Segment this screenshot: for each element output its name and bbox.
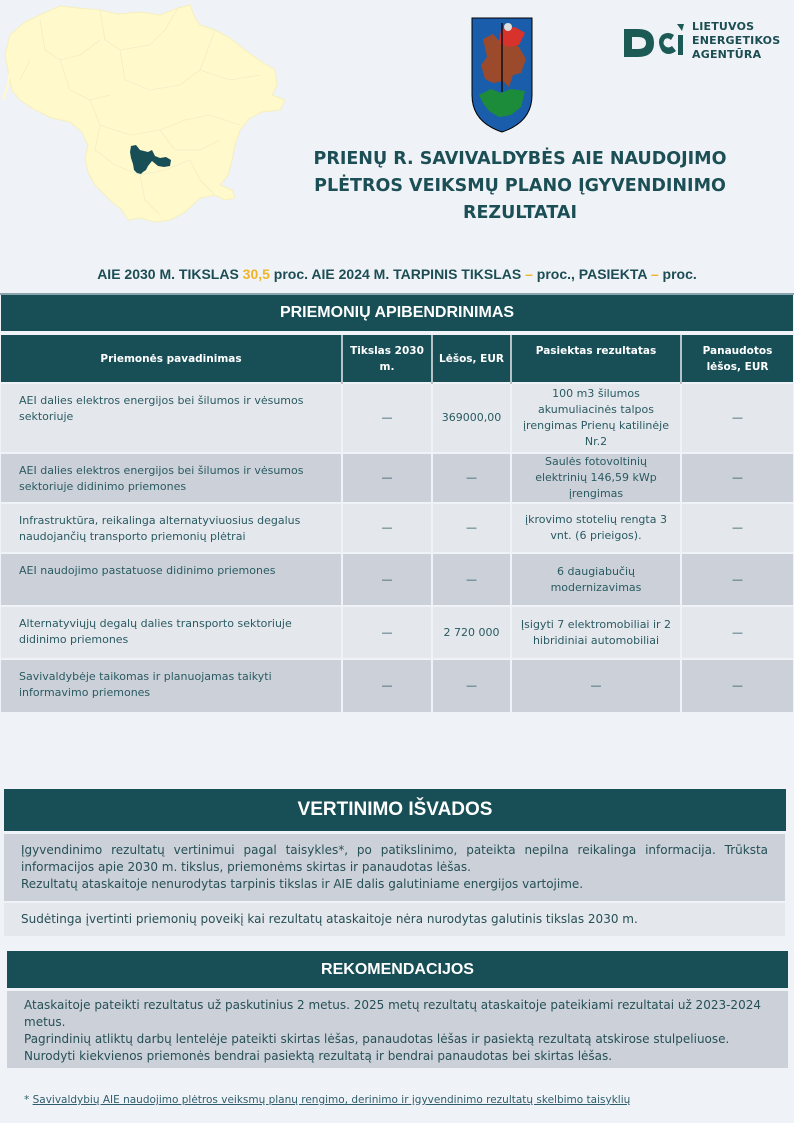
lithuania-map — [0, 0, 300, 240]
lea-logo-icon — [622, 21, 686, 61]
table-row: Savivaldybėje taikomas ir planuojamas taikyti informavimo priemones — — — — — [1, 659, 793, 712]
col-header-result: Pasiektas rezultatas — [511, 335, 681, 383]
measures-section-title: PRIEMONIŲ APIBENDRINIMAS — [1, 295, 793, 331]
table-row: AEI dalies elektros energijos bei šilumos ir vėsumos sektoriuje — 369000,00 100 m3 šilumos akumuliacinės talpos įrengimas Prienų katilinėje Nr.2 — — [1, 383, 793, 453]
rules-link[interactable]: Savivaldybių AIE naudojimo plėtros veiksmų planų rengimo, derinimo ir įgyvendinimo rezultatų skelbimo taisyklių — [32, 1094, 631, 1106]
target-2030-value: 30,5 — [242, 266, 270, 282]
agency-logo — [622, 20, 780, 62]
recommendations-box — [7, 991, 788, 1068]
table-header-row — [1, 335, 793, 383]
table-row: AEI naudojimo pastatuose didinimo priemones — — 6 daugiabučių modernizavimas — — [1, 553, 793, 606]
coat-of-arms-icon — [471, 17, 533, 133]
achieved-value: – — [650, 266, 659, 282]
page-title: PRIENŲ R. SAVIVALDYBĖS AIE NAUDOJIMO PLĖTROS VEIKSMŲ PLANO ĮGYVENDINIMO REZULTATAI — [313, 149, 727, 223]
conclusions-section-title: VERTINIMO IŠVADOS — [4, 789, 786, 831]
table-row: AEI dalies elektros energijos bei šilumos ir vėsumos sektoriuje didinimo priemones — — Saulės fotovoltinių elektrinių 146,59 kWp įrengimas — — [1, 453, 793, 503]
coast-spit — [3, 65, 11, 100]
targets-summary: AIE 2030 M. TIKSLAS 30,5 proc. AIE 2024 M. TARPINIS TIKSLAS – proc., PASIEKTA – proc. — [97, 266, 697, 282]
col-header-name: Priemonės pavadinimas — [1, 335, 342, 383]
rider-head — [504, 23, 512, 31]
table-row: Alternatyviųjų degalų dalies transporto sektoriuje didinimo priemones — 2 720 000 Įsigyti 7 elektromobiliai ir 2 hibridiniai automobiliai — — [1, 606, 793, 659]
conclusions-note — [4, 903, 785, 936]
target-2024-value: – — [525, 266, 533, 282]
col-header-funds: Lėšos, EUR — [432, 335, 511, 383]
conclusion-paragraph: Sudėtinga įvertinti priemonių poveikį kai rezultatų ataskaitoje nėra nurodytas galutinis tikslas 2030 m. — [21, 912, 638, 926]
col-header-used: Panaudotos lėšos, EUR — [681, 335, 793, 383]
table-row: Infrastruktūra, reikalinga alternatyviuosius degalus naudojančių transporto priemonių plėtrai — — įkrovimo stotelių rengta 3 vnt. (6 prieigos). — — [1, 503, 793, 553]
measures-table — [1, 335, 793, 712]
footnote: * Savivaldybių AIE naudojimo plėtros veiksmų planų rengimo, derinimo ir įgyvendinimo rezultatų skelbimo taisyklių — [24, 1094, 631, 1106]
recommendations-section-title: REKOMENDACIJOS — [7, 951, 788, 988]
conclusion-paragraph: Įgyvendinimo rezultatų vertinimui pagal taisykles*, po patikslinimo, pateikta nepilna reikalinga informacija. Trūksta informacijos apie 2030 m. tikslus, priemonėms skirtas ir panaudotas lėšas. — [21, 843, 768, 874]
recommendation-line: Nurodyti kiekvienos priemonės bendrai pasiektą rezultatą ir bendrai panaudotas bei skirtas lėšas. — [24, 1049, 613, 1063]
conclusions-box — [4, 834, 785, 901]
agency-name: LIETUVOS ENERGETIKOS AGENTŪRA — [692, 20, 781, 61]
conclusion-paragraph: Rezultatų ataskaitoje nenurodytas tarpinis tikslas ir AIE dalis galutiniame energijos vartojime. — [21, 877, 584, 891]
col-header-target: Tikslas 2030 m. — [342, 335, 432, 383]
recommendation-line: Pagrindinių atliktų darbų lentelėje pateikti skirtas lėšas, panaudotas lėšas ir pasiektą rezultatą atskirose stulpeliuose. — [24, 1032, 730, 1046]
lithuania-shape — [5, 5, 285, 222]
recommendation-line: Ataskaitoje pateikti rezultatus už paskutinius 2 metus. 2025 metų rezultatų ataskaitoje pateikiami rezultatai už 2023-2024 metus. — [24, 998, 761, 1029]
